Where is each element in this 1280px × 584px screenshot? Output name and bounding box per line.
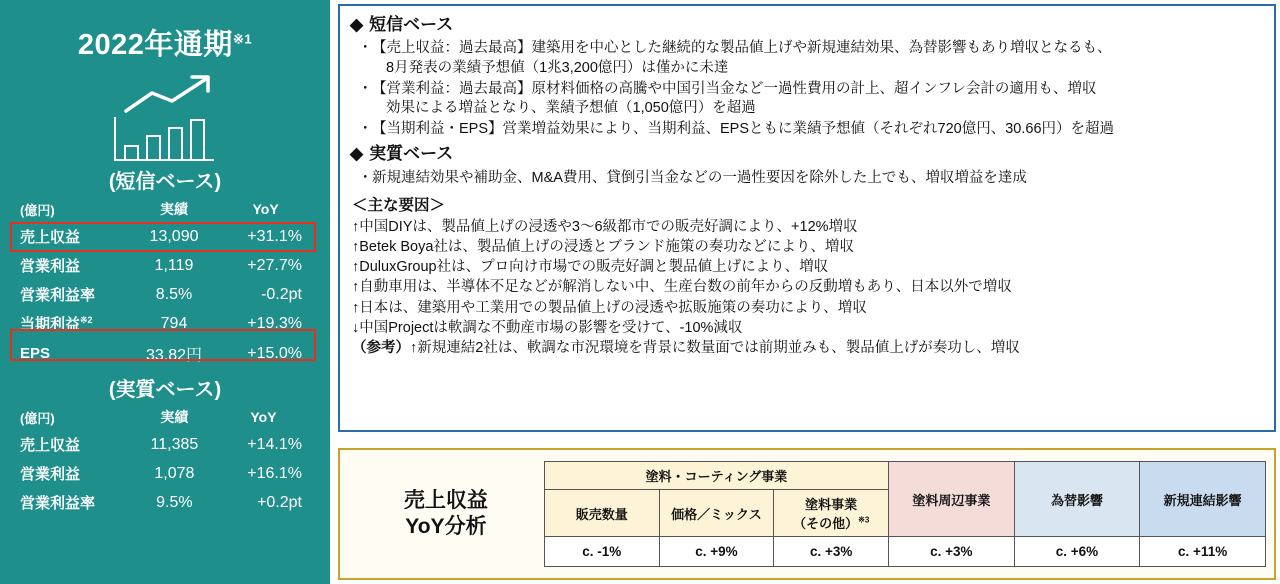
trend-arrow-icon xyxy=(118,73,222,117)
bullet-line-1: 新規連結効果や補助金、M&A費用、貸倒引当金などの一過性要因を除外した上でも、増収増益を達成 xyxy=(372,169,1027,186)
table-row xyxy=(14,309,316,338)
section-label-jisshitsu: (実質ベース) xyxy=(108,379,222,401)
bullet-line-1: 【売上収益：過去最高】建築用を中心とした継続的な製品値上げや新規連結効果、為替影響もあり増収となるも、 xyxy=(372,40,1112,57)
row-yoy: +31.1% xyxy=(247,227,302,245)
value-new-consolidation: c. +11% xyxy=(1140,537,1266,567)
row-value: 1,078 xyxy=(154,464,195,482)
yoy-analysis-title-line2: YoY分析 xyxy=(405,515,487,538)
table-value-row xyxy=(544,537,1265,567)
diamond-icon: ◆ xyxy=(350,15,364,34)
arrow-up-icon: ↑ xyxy=(352,299,360,316)
row-label-footnote: ※2 xyxy=(80,315,93,325)
list-item xyxy=(358,120,1264,139)
value-volume: c. -1% xyxy=(544,537,659,567)
reference-arrow-up-icon: （参考）↑ xyxy=(352,339,418,356)
table-row xyxy=(14,459,316,488)
diamond-icon: ◆ xyxy=(350,144,364,164)
group-header-peripheral: 塗料周辺事業 xyxy=(889,462,1015,537)
col-header-unit: (億円) xyxy=(20,410,55,426)
table-row xyxy=(14,280,316,309)
table-row xyxy=(14,430,316,459)
tanshin-table-wrap xyxy=(14,196,316,369)
factor-item xyxy=(352,278,1264,297)
row-label: EPS xyxy=(20,345,51,362)
factor-item xyxy=(352,339,1264,358)
row-value: 33.82円 xyxy=(145,347,203,364)
factor-text: 日本は、建築用や工業用での製品値上げの浸透や拡販施策の奏功により、増収 xyxy=(359,299,867,316)
tanshin-table xyxy=(14,196,316,369)
factor-text: Betek Boya社は、製品値上げの浸透とブランド施策の奏功などにより、増収 xyxy=(359,239,854,256)
bullet-line-1: 【当期利益・EPS】営業増益効果により、当期利益、EPSともに業績予想値（それぞれ720億円、30.66円）を超過 xyxy=(372,120,1115,137)
arrow-up-icon: ↑ xyxy=(352,239,360,256)
group-header-new-consolidation: 新規連結影響 xyxy=(1140,462,1266,537)
jisshitsu-table xyxy=(14,404,316,517)
bullet-line-2: 効果による増益となり、業績予想値（1,050億円）を超過 xyxy=(386,99,756,116)
table-group-header-row xyxy=(544,462,1265,490)
bullet-list-tanshin xyxy=(350,39,1264,139)
value-paint-other: c. +3% xyxy=(774,537,889,567)
row-yoy: +15.0% xyxy=(247,344,302,362)
sub-header-price-mix: 価格／ミックス xyxy=(659,490,774,537)
row-value: 8.5% xyxy=(155,285,193,303)
sub-header-volume: 販売数量 xyxy=(544,490,659,537)
factor-text: 自動車用は、半導体不足などが解消しない中、生産台数の前年からの反動増もあり、日本以外で増収 xyxy=(359,279,1012,296)
row-yoy: -0.2pt xyxy=(261,285,302,303)
row-value: 794 xyxy=(160,314,188,332)
table-row xyxy=(14,251,316,280)
factors-heading: ＜主な要因＞ xyxy=(352,196,446,214)
row-label: 売上収益 xyxy=(20,437,81,454)
yoy-analysis-box xyxy=(338,448,1276,580)
list-item xyxy=(358,169,1264,188)
value-fx: c. +6% xyxy=(1014,537,1140,567)
row-yoy: +19.3% xyxy=(247,314,302,332)
col-header-actual: 実績 xyxy=(160,409,189,425)
value-peripheral: c. +3% xyxy=(889,537,1015,567)
row-value: 9.5% xyxy=(156,493,193,511)
factor-item xyxy=(352,238,1264,257)
left-summary-panel xyxy=(0,0,330,584)
arrow-up-icon: ↑ xyxy=(352,219,360,236)
factor-item xyxy=(352,258,1264,277)
row-label: 営業利益率 xyxy=(20,287,96,304)
row-yoy: +0.2pt xyxy=(257,493,302,511)
col-header-yoy: YoY xyxy=(250,409,277,425)
table-header-row xyxy=(14,196,316,222)
factor-item xyxy=(352,299,1264,318)
col-header-yoy: YoY xyxy=(252,201,279,217)
page-title-text: 2022年通期 xyxy=(77,29,233,61)
row-yoy: +27.7% xyxy=(247,256,302,274)
table-row xyxy=(14,338,316,369)
yoy-analysis-title xyxy=(348,488,544,541)
row-label: 営業利益 xyxy=(20,258,81,275)
row-label: 当期利益$^{※2}$ xyxy=(20,315,93,333)
col-header-actual: 実績 xyxy=(160,201,189,217)
sub-header-paint-other-line2: （その他） xyxy=(793,516,859,531)
row-yoy: +16.1% xyxy=(247,464,302,482)
arrow-up-icon: ↑ xyxy=(352,259,360,276)
row-label: 売上収益 xyxy=(20,229,81,246)
bullet-line-2: 8月発表の業績予想値（1兆3,200億円）は僅かに未達 xyxy=(386,59,729,76)
sub-header-paint-other-line1: 塗料事業 xyxy=(805,497,858,512)
row-value: 1,119 xyxy=(154,256,194,274)
row-value: 13,090 xyxy=(149,227,199,245)
row-value: 11,385 xyxy=(150,435,199,453)
section-label-tanshin: (短信ベース) xyxy=(108,171,222,193)
factor-text: DuluxGroup社は、プロ向け市場での販売好調と製品値上げにより、増収 xyxy=(359,259,829,276)
table-row xyxy=(14,222,316,251)
bullet-line-1: 【営業利益：過去最高】原材料価格の高騰や中国引当金など一過性費用の計上、超インフレ会計の適用も、増収 xyxy=(372,80,1097,97)
table-row xyxy=(14,488,316,517)
arrow-down-icon: ↓ xyxy=(352,319,360,336)
list-item xyxy=(358,80,1264,118)
table-header-row xyxy=(14,404,316,430)
sub-header-paint-other xyxy=(774,490,889,537)
bullet-list-jisshitsu xyxy=(350,169,1264,188)
heading-jisshitsu-text: 実質ベース xyxy=(369,144,454,164)
group-header-fx: 為替影響 xyxy=(1014,462,1140,537)
group-header-paint-coating: 塗料・コーティング事業 xyxy=(544,462,888,490)
list-item xyxy=(358,39,1264,77)
yoy-analysis-title-line1: 売上収益 xyxy=(403,488,488,512)
arrow-up-icon: ↑ xyxy=(352,279,360,296)
yoy-analysis-table xyxy=(544,461,1266,567)
factor-text: 中国DIYは、製品値上げの浸透や3～6級都市での販売好調により、+12%増収 xyxy=(359,219,858,236)
page-title-footnote: ※1 xyxy=(232,31,253,47)
row-label: 営業利益 xyxy=(20,466,81,483)
col-header-unit: (億円) xyxy=(20,202,55,218)
factor-item xyxy=(352,218,1264,237)
factor-text: 中国Projectは軟調な不動産市場の影響を受けて、-10%減収 xyxy=(359,319,743,336)
growth-bar-chart-icon xyxy=(110,73,220,161)
heading-tanshin-text: 短信ベース xyxy=(369,15,454,34)
heading-tanshin xyxy=(350,14,1264,36)
factor-item xyxy=(352,319,1264,338)
row-yoy: +14.1% xyxy=(247,435,302,453)
factor-text: 新規連結2社は、軟調な市況環境を背景に数量面では前期並みも、製品値上げが奏功し、増収 xyxy=(417,339,1020,356)
page-title xyxy=(14,22,316,63)
sub-header-footnote: ※3 xyxy=(858,515,870,525)
value-price-mix: c. +9% xyxy=(659,537,774,567)
highlights-box xyxy=(338,4,1276,432)
heading-jisshitsu xyxy=(350,143,1264,165)
row-label: 営業利益率 xyxy=(20,495,96,512)
